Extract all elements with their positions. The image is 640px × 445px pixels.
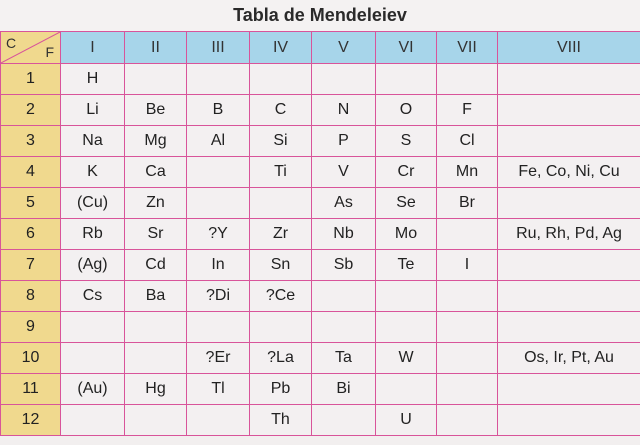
element-cell: Al bbox=[187, 126, 250, 157]
element-cell bbox=[312, 64, 376, 95]
element-cell bbox=[437, 405, 498, 436]
element-cell: Ta bbox=[312, 343, 376, 374]
element-cell: Li bbox=[61, 95, 125, 126]
corner-col-label: F bbox=[45, 44, 54, 60]
period-label: 3 bbox=[1, 126, 61, 157]
group-header: I bbox=[61, 32, 125, 64]
element-cell: Tl bbox=[187, 374, 250, 405]
element-cell: Pb bbox=[250, 374, 312, 405]
element-cell bbox=[376, 64, 437, 95]
table-row bbox=[1, 343, 640, 374]
element-cell: O bbox=[376, 95, 437, 126]
element-cell bbox=[187, 157, 250, 188]
element-cell bbox=[125, 312, 187, 343]
element-cell: (Cu) bbox=[61, 188, 125, 219]
table-row bbox=[1, 405, 640, 436]
table-row bbox=[1, 126, 640, 157]
table-row bbox=[1, 95, 640, 126]
element-cell: ?Di bbox=[187, 281, 250, 312]
element-cell bbox=[187, 312, 250, 343]
element-cell: Cr bbox=[376, 157, 437, 188]
element-cell bbox=[61, 343, 125, 374]
element-cell bbox=[187, 405, 250, 436]
element-cell bbox=[125, 64, 187, 95]
element-cell: H bbox=[61, 64, 125, 95]
table-row bbox=[1, 64, 640, 95]
element-cell bbox=[498, 374, 640, 405]
group-header: VI bbox=[376, 32, 437, 64]
element-cell: Ru, Rh, Pd, Ag bbox=[498, 219, 640, 250]
period-label: 7 bbox=[1, 250, 61, 281]
element-cell: ?La bbox=[250, 343, 312, 374]
period-label: 4 bbox=[1, 157, 61, 188]
element-cell bbox=[376, 281, 437, 312]
table-row bbox=[1, 188, 640, 219]
element-cell: ?Y bbox=[187, 219, 250, 250]
element-cell bbox=[312, 312, 376, 343]
element-cell bbox=[250, 64, 312, 95]
element-cell bbox=[437, 312, 498, 343]
period-label: 11 bbox=[1, 374, 61, 405]
corner-cell bbox=[1, 32, 61, 64]
element-cell: Mn bbox=[437, 157, 498, 188]
element-cell: Sn bbox=[250, 250, 312, 281]
element-cell bbox=[312, 405, 376, 436]
element-cell bbox=[498, 250, 640, 281]
element-cell: V bbox=[312, 157, 376, 188]
element-cell bbox=[498, 405, 640, 436]
element-cell: Te bbox=[376, 250, 437, 281]
period-label: 12 bbox=[1, 405, 61, 436]
element-cell bbox=[125, 343, 187, 374]
element-cell: As bbox=[312, 188, 376, 219]
element-cell: F bbox=[437, 95, 498, 126]
table-row bbox=[1, 281, 640, 312]
table-row bbox=[1, 157, 640, 188]
element-cell bbox=[250, 312, 312, 343]
element-cell: In bbox=[187, 250, 250, 281]
period-label: 8 bbox=[1, 281, 61, 312]
element-cell: Cs bbox=[61, 281, 125, 312]
element-cell: Rb bbox=[61, 219, 125, 250]
element-cell bbox=[250, 188, 312, 219]
element-cell bbox=[437, 64, 498, 95]
element-cell: Ti bbox=[250, 157, 312, 188]
group-header: VII bbox=[437, 32, 498, 64]
element-cell: Se bbox=[376, 188, 437, 219]
element-cell bbox=[61, 312, 125, 343]
element-cell: C bbox=[250, 95, 312, 126]
element-cell bbox=[498, 281, 640, 312]
element-cell bbox=[61, 405, 125, 436]
element-cell: Cl bbox=[437, 126, 498, 157]
period-label: 1 bbox=[1, 64, 61, 95]
element-cell: B bbox=[187, 95, 250, 126]
element-cell bbox=[437, 343, 498, 374]
element-cell: Cd bbox=[125, 250, 187, 281]
element-cell: (Ag) bbox=[61, 250, 125, 281]
period-label: 9 bbox=[1, 312, 61, 343]
group-header: V bbox=[312, 32, 376, 64]
table-row bbox=[1, 219, 640, 250]
element-cell: Ba bbox=[125, 281, 187, 312]
element-cell bbox=[437, 374, 498, 405]
element-cell: Mg bbox=[125, 126, 187, 157]
element-cell: Bi bbox=[312, 374, 376, 405]
element-cell: K bbox=[61, 157, 125, 188]
element-cell bbox=[498, 312, 640, 343]
element-cell: Sb bbox=[312, 250, 376, 281]
periodic-table bbox=[0, 31, 640, 436]
element-cell: W bbox=[376, 343, 437, 374]
group-header: III bbox=[187, 32, 250, 64]
element-cell: Zr bbox=[250, 219, 312, 250]
table-row bbox=[1, 312, 640, 343]
element-cell: Mo bbox=[376, 219, 437, 250]
element-cell: Be bbox=[125, 95, 187, 126]
element-cell: I bbox=[437, 250, 498, 281]
element-cell: Fe, Co, Ni, Cu bbox=[498, 157, 640, 188]
element-cell bbox=[498, 188, 640, 219]
element-cell: Hg bbox=[125, 374, 187, 405]
corner-row-label: C bbox=[6, 35, 17, 51]
period-label: 10 bbox=[1, 343, 61, 374]
element-cell bbox=[187, 64, 250, 95]
element-cell bbox=[498, 64, 640, 95]
element-cell: (Au) bbox=[61, 374, 125, 405]
element-cell: ?Er bbox=[187, 343, 250, 374]
element-cell bbox=[437, 281, 498, 312]
table-row bbox=[1, 374, 640, 405]
element-cell: Nb bbox=[312, 219, 376, 250]
element-cell bbox=[498, 95, 640, 126]
element-cell: Ca bbox=[125, 157, 187, 188]
element-cell: S bbox=[376, 126, 437, 157]
element-cell: Th bbox=[250, 405, 312, 436]
element-cell: Sr bbox=[125, 219, 187, 250]
period-label: 6 bbox=[1, 219, 61, 250]
group-header: IV bbox=[250, 32, 312, 64]
element-cell: N bbox=[312, 95, 376, 126]
element-cell bbox=[312, 281, 376, 312]
element-cell bbox=[437, 219, 498, 250]
group-header: VIII bbox=[498, 32, 640, 64]
element-cell bbox=[376, 312, 437, 343]
table-title: Tabla de Mendeleiev bbox=[0, 0, 640, 32]
element-cell: Zn bbox=[125, 188, 187, 219]
element-cell bbox=[498, 126, 640, 157]
period-label: 2 bbox=[1, 95, 61, 126]
element-cell: Si bbox=[250, 126, 312, 157]
element-cell: P bbox=[312, 126, 376, 157]
group-header: II bbox=[125, 32, 187, 64]
element-cell: Na bbox=[61, 126, 125, 157]
element-cell bbox=[187, 188, 250, 219]
element-cell: U bbox=[376, 405, 437, 436]
group-header-row bbox=[1, 32, 640, 64]
element-cell: Br bbox=[437, 188, 498, 219]
element-cell bbox=[125, 405, 187, 436]
element-cell bbox=[376, 374, 437, 405]
element-cell: ?Ce bbox=[250, 281, 312, 312]
element-cell: Os, Ir, Pt, Au bbox=[498, 343, 640, 374]
period-label: 5 bbox=[1, 188, 61, 219]
table-row bbox=[1, 250, 640, 281]
